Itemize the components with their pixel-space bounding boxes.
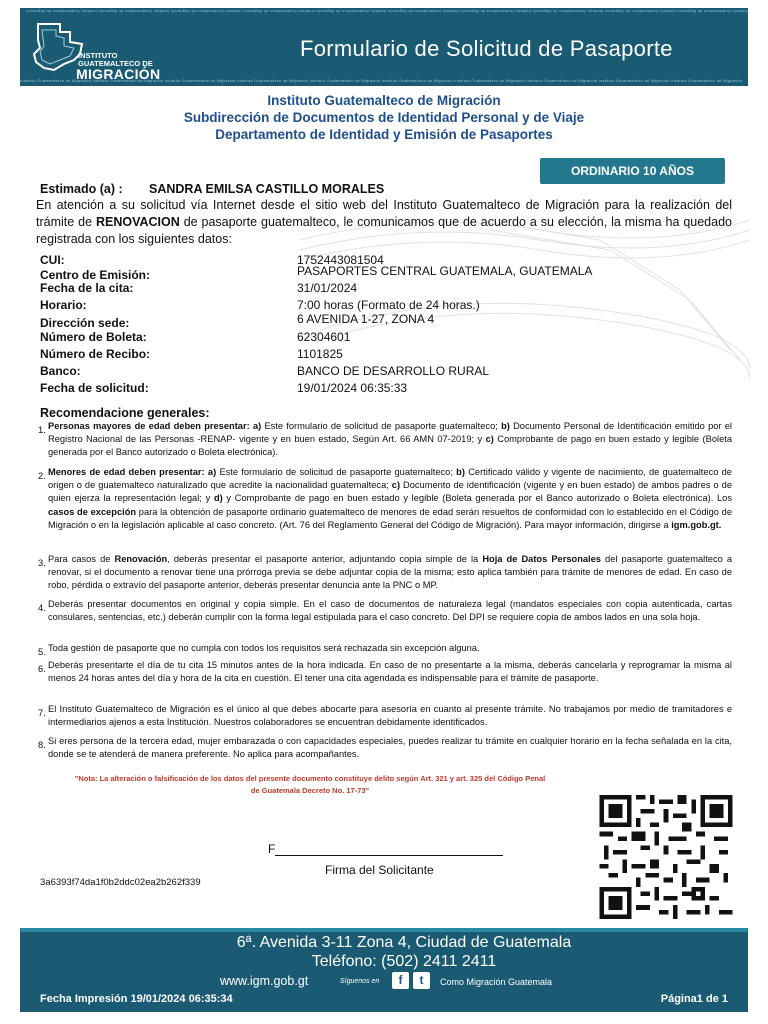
footer-address: 6ª. Avenida 3-11 Zona 4, Ciudad de Guatemala xyxy=(236,934,572,951)
institution-line-2: Subdirección de Documentos de Identidad Personal y de Viaje xyxy=(183,110,585,125)
logo-text: INSTITUTO GUATEMALTECO DE xyxy=(78,51,153,68)
field-cui: CUI: 1752443081504 xyxy=(40,253,384,267)
footer-social xyxy=(392,972,430,989)
qr-code xyxy=(599,795,733,919)
legal-note: "Nota: La alteración o falsificación de los datos del presente documento constituye delito según Art. 321 y art. 325 del Código Penal de Guatemala Decreto No. 17-73" xyxy=(74,774,546,795)
applicant-name: SANDRA EMILSA CASTILLO MORALES xyxy=(149,182,385,196)
institution-line-3: Departamento de Identidad y Emisión de Pasaportes xyxy=(215,127,553,142)
passport-type-badge: ORDINARIO 10 AÑOS xyxy=(540,158,725,184)
field-banco: Banco: BANCO DE DESARROLLO RURAL xyxy=(40,364,490,378)
signature-label: Firma del Solicitante xyxy=(325,863,434,877)
print-date: Fecha Impresión 19/01/2024 06:35:34 xyxy=(40,993,233,1005)
footer-stripe xyxy=(20,928,748,932)
greeting xyxy=(40,182,385,196)
greeting-label: Estimado (a) : xyxy=(40,182,123,196)
field-horario: Horario: 7:00 horas (Formato de 24 horas.) xyxy=(40,298,480,312)
intro-paragraph: En atención a su solicitud vía Internet desde el sitio web del Instituto Guatemalteco de Migración para la realización del trámite de RENOVACION de pasaporte guatemalteco, le comunicamos que de acuerdo a su elección, la misma ha quedado registrada con los siguientes datos: xyxy=(36,198,732,246)
recommendation-item: 7. El Instituto Guatemalteco de Migración es el único al que debes abocarte para asesoría en cuanto al presente trámite. No trabajamos por medio de tramitadores e intermediarios ajenos a esta Institución. Nuestros colaboradores se encuentran debidamente identificados. xyxy=(38,704,732,728)
recommendation-item: 3. Para casos de Renovación, deberás presentar el pasaporte anterior, adjuntando copia simple de la Hoja de Datos Personales del pasaporte guatemalteco a renovar, si el documento a renovar tiene una prórroga previa se debe adjuntar copia de la misma; esto aplica también para trámite de menores de edad. En caso de robo, pérdida o extravío del pasaporte anterior, deberás presentar denuncia ante la PNC o MP. xyxy=(38,554,733,591)
recommendation-item: 6. Deberás presentarte el día de tu cita 15 minutos antes de la hora indicada. En caso de no presentarte a la misma, deberás cancelarla y reprogramar la misma al menos 24 horas antes del día y hora de la cita en cuestión. El tener una cita agendada es indispensable para el trámite de pasaporte. xyxy=(38,660,732,684)
igm-logo xyxy=(30,20,160,80)
signature-line: F xyxy=(268,842,503,856)
field-numero-recibo: Número de Recibo: 1101825 xyxy=(40,347,343,361)
document-footer xyxy=(20,928,748,1012)
header-microtext-top: Instituto Guatemalteco de Migración Instituto Guatemalteco de Migración Instituto Guatemalteco de Migración Instituto Guatemalteco de Migración Instituto Guatemalteco de Migración Instituto Guatemalteco de Migración Instituto Guatemalteco de Migración Instituto Guatemalteco de Migración Instituto Guatemalteco de Migración Instituto Guatemalteco de Migración xyxy=(25,9,748,14)
field-fecha-solicitud: Fecha de solicitud: 19/01/2024 06:35:33 xyxy=(40,381,408,395)
recommendations-title: Recomendacione generales: xyxy=(40,406,210,420)
procedure-type: RENOVACION xyxy=(95,215,180,229)
field-numero-boleta: Número de Boleta: 62304601 xyxy=(40,330,351,344)
field-centro-emision: Centro de Emisión: PASAPORTES CENTRAL GUATEMALA, GUATEMALA xyxy=(40,264,593,282)
recommendation-item: 5. Toda gestión de pasaporte que no cumpla con todos los requisitos será rechazada sin excepción alguna. xyxy=(38,643,480,657)
footer-follow-label: Síguenos en xyxy=(340,978,380,985)
recommendation-item: 1. Personas mayores de edad deben presentar: a) Este formulario de solicitud de pasaporte guatemalteco; b) Documento Personal de Identificación emitido por el Registro Nacional de las Personas -RENAP- vigente y en buen estado, Según Art. 66 AMN 07-2019; y c) Comprobante de pago en buen estado y legible (Boleta generada por el Banco autorizado o Boleta electrónica). xyxy=(38,421,732,458)
field-fecha-cita: Fecha de la cita: 31/01/2024 xyxy=(40,281,358,295)
field-direccion-sede: Dirección sede: 6 AVENIDA 1-27, ZONA 4 xyxy=(40,312,435,330)
page-number: Página1 de 1 xyxy=(660,993,728,1005)
recommendation-item: 8. Si eres persona de la tercera edad, mujer embarazada o con capacidades especiales, puedes realizar tu trámite en cualquier horario en la fecha señalada en la cita, donde se te atenderá de manera preferente. No aplica para acompañantes. xyxy=(38,736,732,760)
footer-social-name: Como Migración Guatemala xyxy=(440,977,553,987)
twitter-icon: t xyxy=(413,972,430,989)
recommendation-item: 4. Deberás presentar documentos en original y copia simple. En el caso de documentos de naturaleza legal (mandatos especiales con copia autenticada, cartas consulares, sentencias, etc.) deberán cumplir con la forma legal estipulada para el caso concreto. Del DPI se requiere copia de ambos lados en una sola hoja. xyxy=(38,599,732,623)
facebook-icon: f xyxy=(392,972,409,989)
form-title: Formulario de Solicitud de Pasaporte xyxy=(300,36,673,61)
document-header xyxy=(20,8,748,86)
institution-heading xyxy=(0,92,768,143)
recommendation-item: 2. Menores de edad deben presentar: a) Este formulario de solicitud de pasaporte guatemalteco; b) Certificado válido y vigente de nacimiento, de guatemalteco de origen o de guatemalteco naturalizado que acredite la nacionalidad guatemalteca; c) Documento de identificación (vigente y en buen estado) de ambos padres o de quien ejerza la representación legal; y d) y Comprobante de pago en buen estado y legible (Boleta generada por el Banco autorizado o Boleta electrónica). Los casos de excepción para la obtención de pasaporte ordinario guatemalteco de menores de edad serán resueltos de conformidad con lo establecido en el Código de Migración o en la legislación aplicable al caso concreto. (Art. 76 del Reglamento General del Código de Migración). Para mayor información, dirigirse a igm.gob.gt. xyxy=(38,467,732,530)
footer-phone: Teléfono: (502) 2411 2411 xyxy=(311,953,497,970)
institution-line-1: Instituto Guatemalteco de Migración xyxy=(267,93,501,108)
logo-migracion: MIGRACIÓN xyxy=(76,66,161,82)
signature-underline xyxy=(275,846,503,856)
document-hash: 3a6393f74da1f0b2ddc02ea2b262f339 xyxy=(40,877,201,888)
footer-website: www.igm.gob.gt xyxy=(220,974,309,988)
header-microtext-bottom: Instituto Guatemalteco de Migración Instituto Guatemalteco de Migración Instituto Guatemalteco de Migración Instituto Guatemalteco de Migración Instituto Guatemalteco de Migración Instituto Guatemalteco de Migración Instituto Guatemalteco de Migración Instituto Guatemalteco de Migración Instituto Guatemalteco de Migración Instituto Guatemalteco de Migración xyxy=(20,78,743,83)
